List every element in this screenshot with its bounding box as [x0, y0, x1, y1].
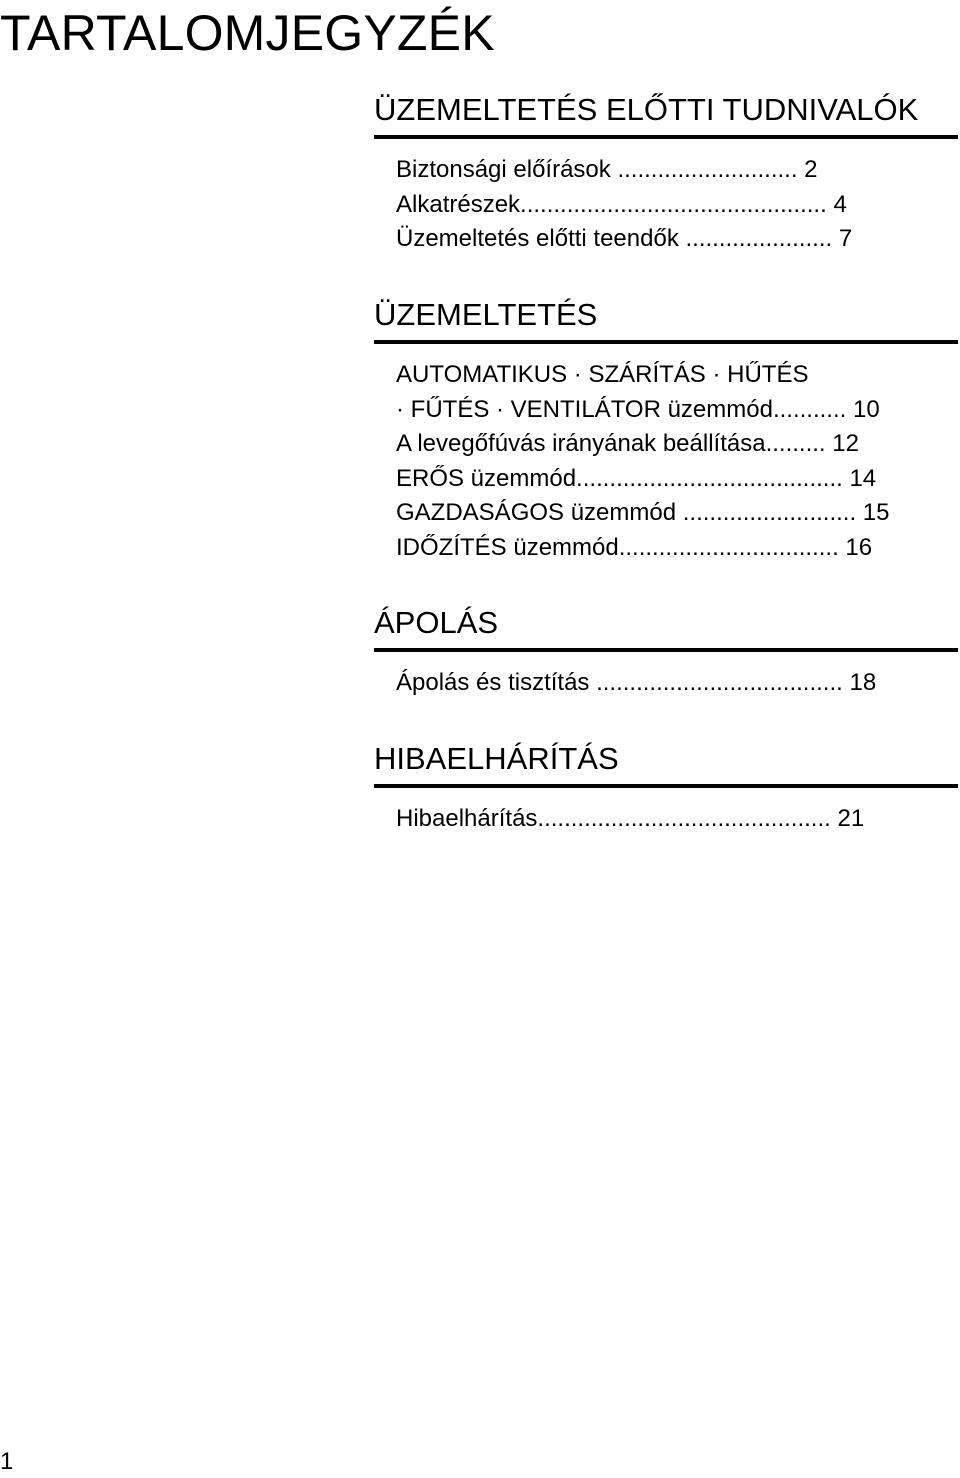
toc-entry-care-cleaning[interactable]: Ápolás és tisztítás ..................................... 18 [396, 669, 877, 696]
toc-list [374, 788, 958, 837]
section-heading: ÁPOLÁS [374, 604, 958, 652]
toc-list [374, 139, 958, 257]
toc-entry-preparation[interactable]: Üzemeltetés előtti teendők ...................... 7 [396, 225, 853, 252]
page-title: TARTALOMJEGYZÉK [0, 5, 495, 61]
toc-section-care [374, 604, 958, 701]
toc-section-before-operation [374, 91, 958, 257]
toc-entry-parts[interactable]: Alkatrészek.............................................. 4 [396, 190, 847, 218]
section-heading: HIBAELHÁRÍTÁS [374, 740, 958, 788]
toc-entry-economy-mode[interactable]: GAZDASÁGOS üzemmód .......................... 15 [396, 499, 890, 526]
toc-entry-safety[interactable]: Biztonsági előírások ........................... 2 [396, 156, 818, 183]
toc-entry-modes-line-1[interactable]: AUTOMATIKUS · SZÁRÍTÁS · HŰTÉS [396, 361, 809, 388]
toc-section-troubleshooting [374, 740, 958, 837]
toc-section-operation [374, 296, 958, 565]
section-heading: ÜZEMELTETÉS [374, 296, 958, 344]
toc-entry-modes-line-2[interactable]: · FŰTÉS · VENTILÁTOR üzemmód........... 10 [396, 395, 880, 423]
toc-entry-troubleshooting[interactable]: Hibaelhárítás............................................ 21 [396, 805, 865, 832]
toc-list [374, 344, 958, 565]
toc-list [374, 652, 958, 701]
toc-entry-powerful-mode[interactable]: ERŐS üzemmód........................................ 14 [396, 464, 877, 492]
toc-entry-airflow-direction[interactable]: A levegőfúvás irányának beállítása......... 12 [396, 430, 859, 457]
toc-entry-timer-mode[interactable]: IDŐZÍTÉS üzemmód................................. 16 [396, 533, 873, 561]
section-heading: ÜZEMELTETÉS ELŐTTI TUDNIVALÓK [374, 91, 958, 139]
page-number: 1 [0, 1448, 14, 1475]
